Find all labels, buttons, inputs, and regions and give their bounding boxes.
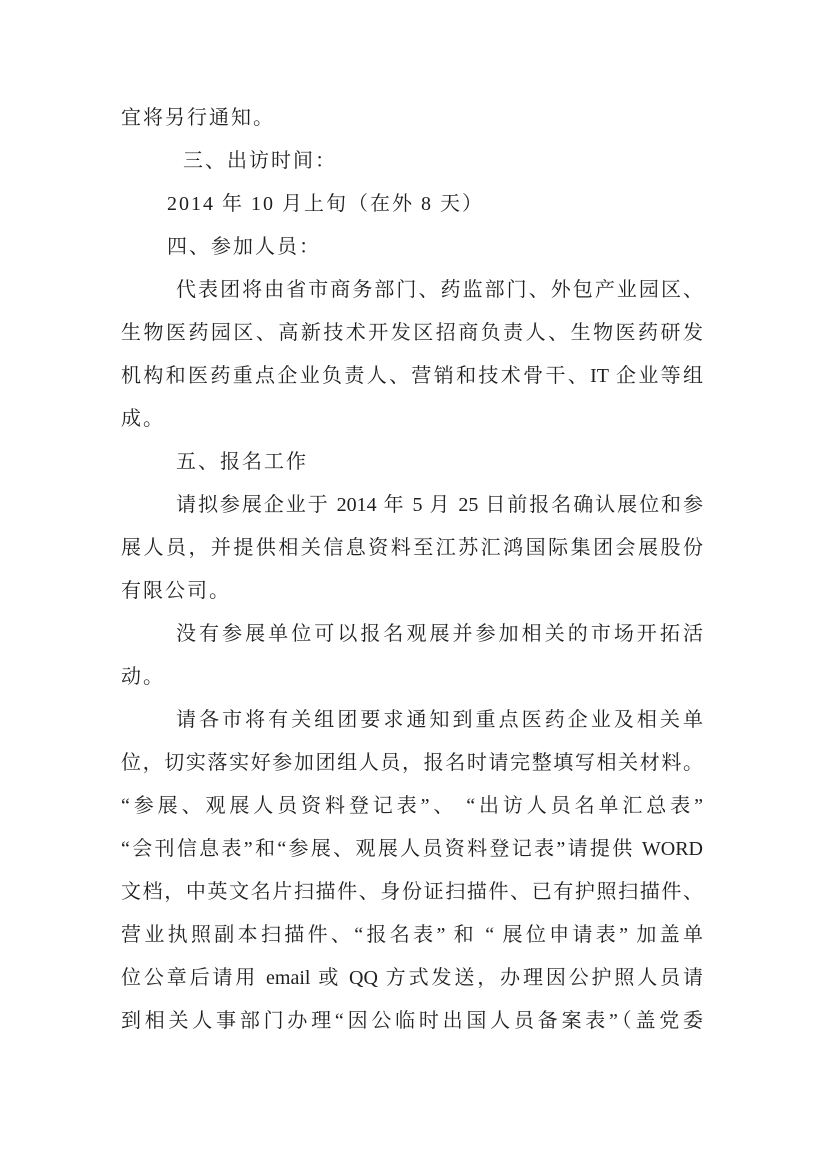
text-line: 没有参展单位可以报名观展并参加相关的市场开拓活 [176, 623, 703, 645]
heading-line-section-4: 四、参加人员： [167, 236, 321, 258]
heading-line-section-3: 三、出访时间： [183, 150, 337, 172]
text-line: 动。 [121, 666, 165, 688]
text-line: 请各市将有关组团要求通知到重点医药企业及相关单 [176, 709, 703, 731]
text-line: 到相关人事部门办理“因公临时出国人员备案表”（盖党委 [121, 1010, 703, 1032]
text-line: 代表团将由省市商务部门、药监部门、外包产业园区、 [176, 279, 703, 301]
text-line: 位公章后请用 email 或 QQ 方式发送，办理因公护照人员请 [121, 967, 703, 989]
text-line: 生物医药园区、高新技术开发区招商负责人、生物医药研发 [121, 322, 703, 344]
text-line: 成。 [121, 408, 165, 430]
text-column [121, 97, 703, 1043]
text-line: “会刊信息表”和“参展、观展人员资料登记表”请提供 WORD [121, 838, 703, 860]
text-line: 展人员，并提供相关信息资料至江苏汇鸿国际集团会展股份 [121, 537, 703, 559]
text-line: 请拟参展企业于 2014 年 5 月 25 日前报名确认展位和参 [176, 494, 703, 516]
text-line: 2014 年 10 月上旬（在外 8 天） [167, 193, 484, 215]
text-line: 营业执照副本扫描件、“报名表” 和 “ 展位申请表” 加盖单 [121, 924, 703, 946]
heading-line-section-5: 五、报名工作 [176, 451, 308, 473]
text-line: 机构和医药重点企业负责人、营销和技术骨干、IT 企业等组 [121, 365, 703, 387]
text-line: 文档，中英文名片扫描件、身份证扫描件、已有护照扫描件、 [121, 881, 703, 903]
text-line: “参展、观展人员资料登记表”、 “出访人员名单汇总表” [121, 795, 703, 817]
text-line: 有限公司。 [121, 580, 231, 602]
text-line: 位，切实落实好参加团组人员，报名时请完整填写相关材料。 [121, 752, 703, 774]
text-line: 宜将另行通知。 [121, 107, 275, 129]
